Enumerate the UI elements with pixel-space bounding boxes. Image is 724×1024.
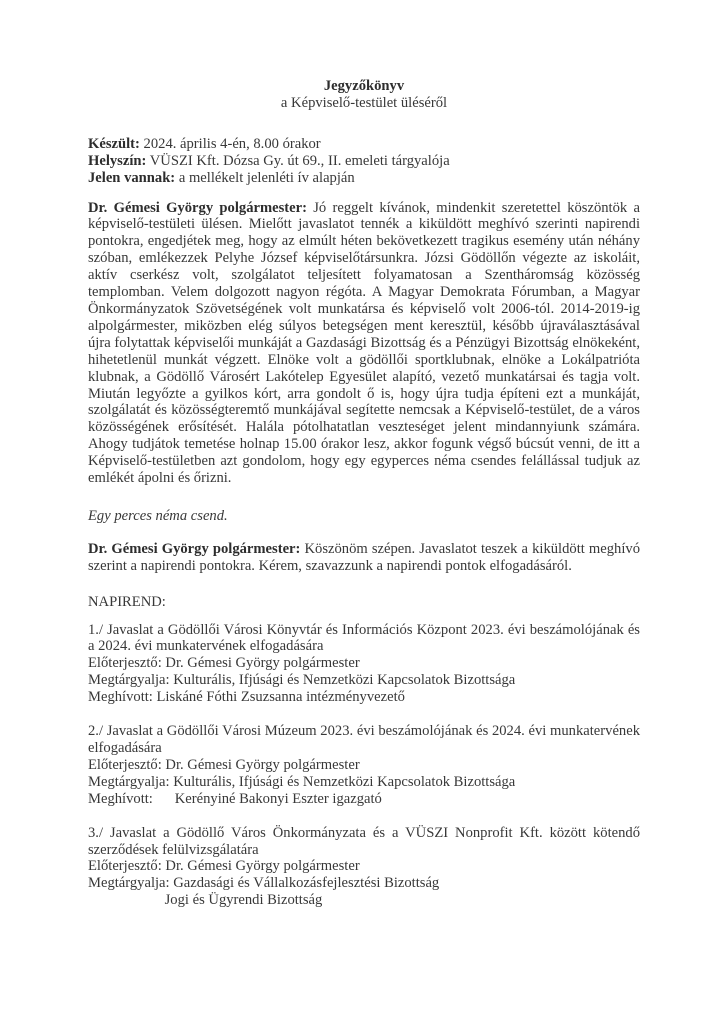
mayor-opening-speech <box>88 200 640 487</box>
speaker-name: Dr. Gémesi György polgármester: <box>88 199 307 216</box>
meta-label-present: Jelen vannak: <box>88 169 176 186</box>
meta-line-location <box>88 153 640 170</box>
agenda-item-committee: Megtárgyalja: Gazdasági és Vállalkozásfejlesztési Bizottság <box>88 875 440 892</box>
meta-value-created: 2024. április 4-én, 8.00 órakor <box>143 135 321 152</box>
agenda-item-committee-2: Jogi és Ügyrendi Bizottság <box>88 892 323 909</box>
document-content <box>88 78 640 926</box>
agenda-item-presenter: Előterjesztő: Dr. Gémesi György polgármester <box>88 756 360 773</box>
meta-label-created: Készült: <box>88 135 140 152</box>
agenda-item-invitee: Meghívott: Liskáné Fóthi Zsuzsanna intézményvezető <box>88 689 405 706</box>
speaker-name: Dr. Gémesi György polgármester: <box>88 540 301 557</box>
mayor-second-speech <box>88 541 640 575</box>
meta-line-present <box>88 170 640 187</box>
agenda-item-invitee: Meghívott: Kerényiné Bakonyi Eszter igazgató <box>88 790 382 807</box>
agenda-item-presenter: Előterjesztő: Dr. Gémesi György polgármester <box>88 655 360 672</box>
agenda-item-committee: Megtárgyalja: Kulturális, Ifjúsági és Nemzetközi Kapcsolatok Bizottsága <box>88 672 516 689</box>
agenda-item-2 <box>88 723 640 808</box>
agenda-item-title: 3./ Javaslat a Gödöllő Város Önkormányzata és a VÜSZI Nonprofit Kft. között kötendő szerződések felülvizsgálatára <box>88 824 640 858</box>
speech-text: Köszönöm szépen. Javaslatot teszek a kiküldött meghívó szerint a napirendi pontokra. Kérem, szavazzunk a napirendi pontok elfogadásáról. <box>88 540 640 574</box>
agenda-item-title: 1./ Javaslat a Gödöllői Városi Könyvtár és Információs Központ 2023. évi beszámolójának és a 2024. évi munkatervének elfogadására <box>88 621 640 655</box>
meta-block <box>88 136 640 187</box>
agenda-heading: NAPIREND: <box>88 593 166 610</box>
meta-value-present: a mellékelt jelenléti ív alapján <box>178 169 355 186</box>
meta-label-location: Helyszín: <box>88 152 147 169</box>
agenda-item-committee: Megtárgyalja: Kulturális, Ifjúsági és Nemzetközi Kapcsolatok Bizottsága <box>88 773 516 790</box>
agenda-item-presenter: Előterjesztő: Dr. Gémesi György polgármester <box>88 858 360 875</box>
meta-value-location: VÜSZI Kft. Dózsa Gy. út 69., II. emeleti tárgyalója <box>149 152 450 169</box>
document-subtitle: a Képviselő-testület üléséről <box>280 94 448 111</box>
agenda-item-title: 2./ Javaslat a Gödöllői Városi Múzeum 2023. évi beszámolójának és 2024. évi munkatervének elfogadására <box>88 723 640 756</box>
speech-text: Jó reggelt kívánok, mindenkit szeretettel köszöntök a képviselő-testületi ülésen. Mielőtt javaslatot tennék a kiküldött meghívó szerinti napirendi pontokra, engedjétek meg, hogy az elmúlt héten bekövetkezett tragikus esemény után néhány szóban, emlékezzek Pelyhe József képviselőtársunkra. Józsi Gödöllőn végezte az iskoláit, aktív cserkész volt, szolgálatot teljesített folyamatosan a Szentháromság közösség templomban. Velem dolgozott nagyon régóta. A Magyar Demokrata Fórumban, a Magyar Önkormányzatok Szövetségének volt munkatársa és képviselő volt 2006-tól. 2014-2019-ig alpolgármester, miközben elég súlyos betegségen ment keresztül, később újraválasztásával újra folytattak képviselői munkáját a Gazdasági Bizottság és a Pénzügyi Bizottság elnökeként, hihetetlenül munkát végzett. Elnöke volt a gödöllői sportklubnak, elnöke a Lokálpatrióta klubnak, a Gödöllő Városért Lakótelep Egyesület alapító, vezető munkatársai és tagja volt. Miután legyőzte a gyilkos kórt, arra gondolt ő is, hogy újra tudja építeni ezt a munkáját, szolgálatát és közösségteremtő munkájával segítette nemcsak a Képviselő-testület, de a város közösségének erősítését. Halála pótolhatatlan veszteséget jelent mindannyiunk számára. Ahogy tudjátok temetése holnap 15.00 órakor lesz, akkor fogunk végső búcsút venni, de itt a Képviselő-testületben azt gondolom, hogy egy egyperces néma csendes felállással tudjuk az emlékét ápolni és őrizni. <box>88 199 640 487</box>
document-title: Jegyzőkönyv <box>323 78 405 94</box>
agenda-item-3 <box>88 825 640 910</box>
meta-line-created <box>88 136 640 153</box>
stage-direction: Egy perces néma csend. <box>88 507 228 524</box>
agenda-item-1 <box>88 622 640 707</box>
